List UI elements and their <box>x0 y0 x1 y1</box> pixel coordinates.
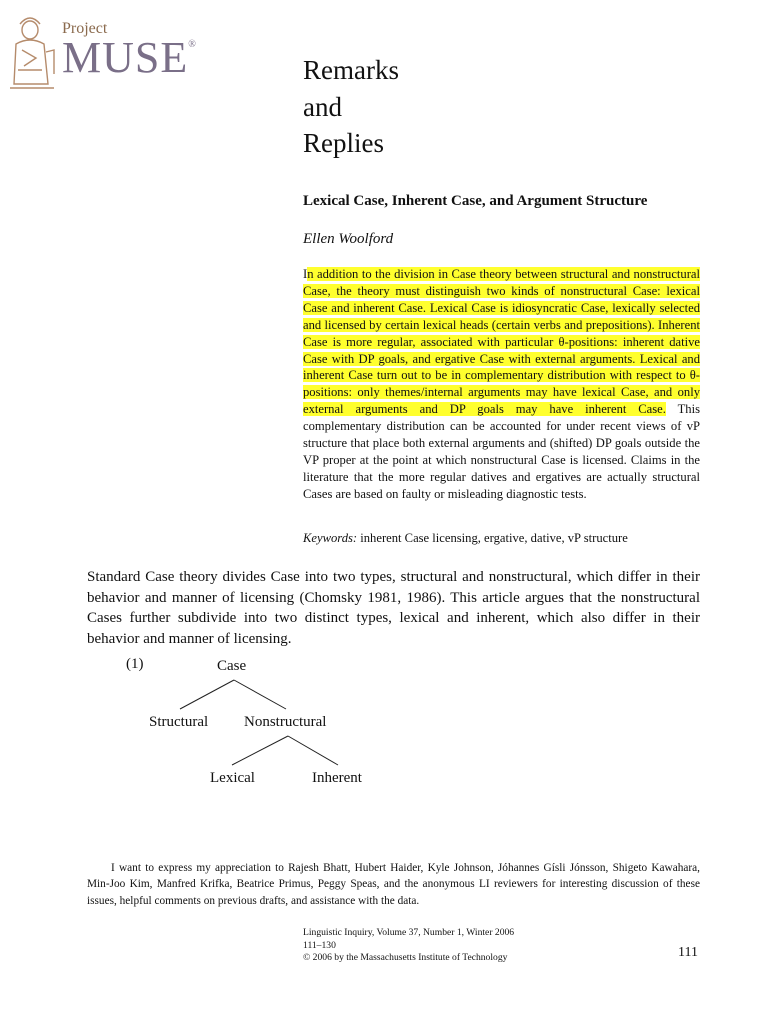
tree-node-case: Case <box>217 658 247 674</box>
case-tree-diagram <box>110 652 410 802</box>
section-heading-line: and <box>303 91 342 122</box>
section-heading-line: Remarks <box>303 55 399 85</box>
page-number: 111 <box>678 945 698 960</box>
abstract <box>303 266 700 503</box>
tree-branch-line <box>232 736 288 765</box>
tree-branch-line <box>288 736 338 765</box>
journal-pages: 111–130 <box>303 939 336 951</box>
body-paragraph: Standard Case theory divides Case into two types, structural and nonstructural, which differ in their behavior and manner of licensing (Chomsky 1981, 1986). This article argues that the nonstructural Cases further subdivide into two distinct types, lexical and inherent, which also differ in their behavior and manner of licensing. <box>87 569 700 647</box>
abstract-initial: I <box>303 267 308 281</box>
acknowledgment-footnote: I want to express my appreciation to Rajesh Bhatt, Hubert Haider, Kyle Johnson, Jóhannes Gísli Jónsson, Shigeto Kawahara, Min-Joo Kim, Manfred Krifka, Beatrice Primus, Peggy Speas, and the anonymous LI reviewers for interesting discussion of these issues, helpful comments on previous drafts, and assistance with the data. <box>87 862 700 907</box>
section-heading <box>303 52 399 162</box>
tree-node-nonstructural: Nonstructural <box>244 714 327 730</box>
abstract-highlight: n addition to the division in Case theory between structural and nonstructural Case, the theory must distinguish two kinds of nonstructural Case: lexical Case and inherent Case. Lexical Case is idiosyncratic Case, lexically selected and licensed by certain lexical heads (certain verbs and prepositions). Inherent Case is more regular, associated with particular θ-positions: inherent dative Case with DP goals, and ergative Case with external arguments. Lexical and inherent Case turn out to be in complementary distribution with respect to θ-positions: only themes/internal arguments may have lexical Case, and only external arguments and DP goals may have inherent Case. <box>303 267 700 417</box>
project-muse-logo <box>6 12 196 100</box>
article-title: Lexical Case, Inherent Case, and Argument Structure <box>303 193 648 209</box>
keywords <box>303 531 628 546</box>
section-heading-line: Replies <box>303 128 384 158</box>
logo-muse-text: MUSE® <box>62 33 197 82</box>
keywords-label: Keywords: <box>303 531 358 545</box>
journal-copyright: © 2006 by the Massachusetts Institute of Technology <box>303 952 508 963</box>
tree-branch-line <box>234 680 286 709</box>
tree-node-lexical: Lexical <box>210 770 255 786</box>
logo-project-text: Project <box>62 20 108 37</box>
example-number: (1) <box>126 656 144 672</box>
tree-branch-line <box>180 680 234 709</box>
tree-node-structural: Structural <box>149 714 209 730</box>
scholar-figure-icon <box>6 14 58 94</box>
tree-node-inherent: Inherent <box>312 770 362 786</box>
article-author: Ellen Woolford <box>303 231 394 247</box>
journal-info <box>303 927 514 965</box>
journal-citation: Linguistic Inquiry, Volume 37, Number 1, Winter 2006 <box>303 927 515 938</box>
keywords-text: inherent Case licensing, ergative, dative, vP structure <box>357 531 628 545</box>
abstract-rest: This complementary distribution can be accounted for under recent views of vP structure that place both external arguments and (shifted) DP goals outside the VP proper at the point at which nonstructural Case is licensed. Claims in the literature that the more regular datives and ergatives are actually structural Cases are based on faulty or misleading diagnostic tests. <box>303 402 701 501</box>
